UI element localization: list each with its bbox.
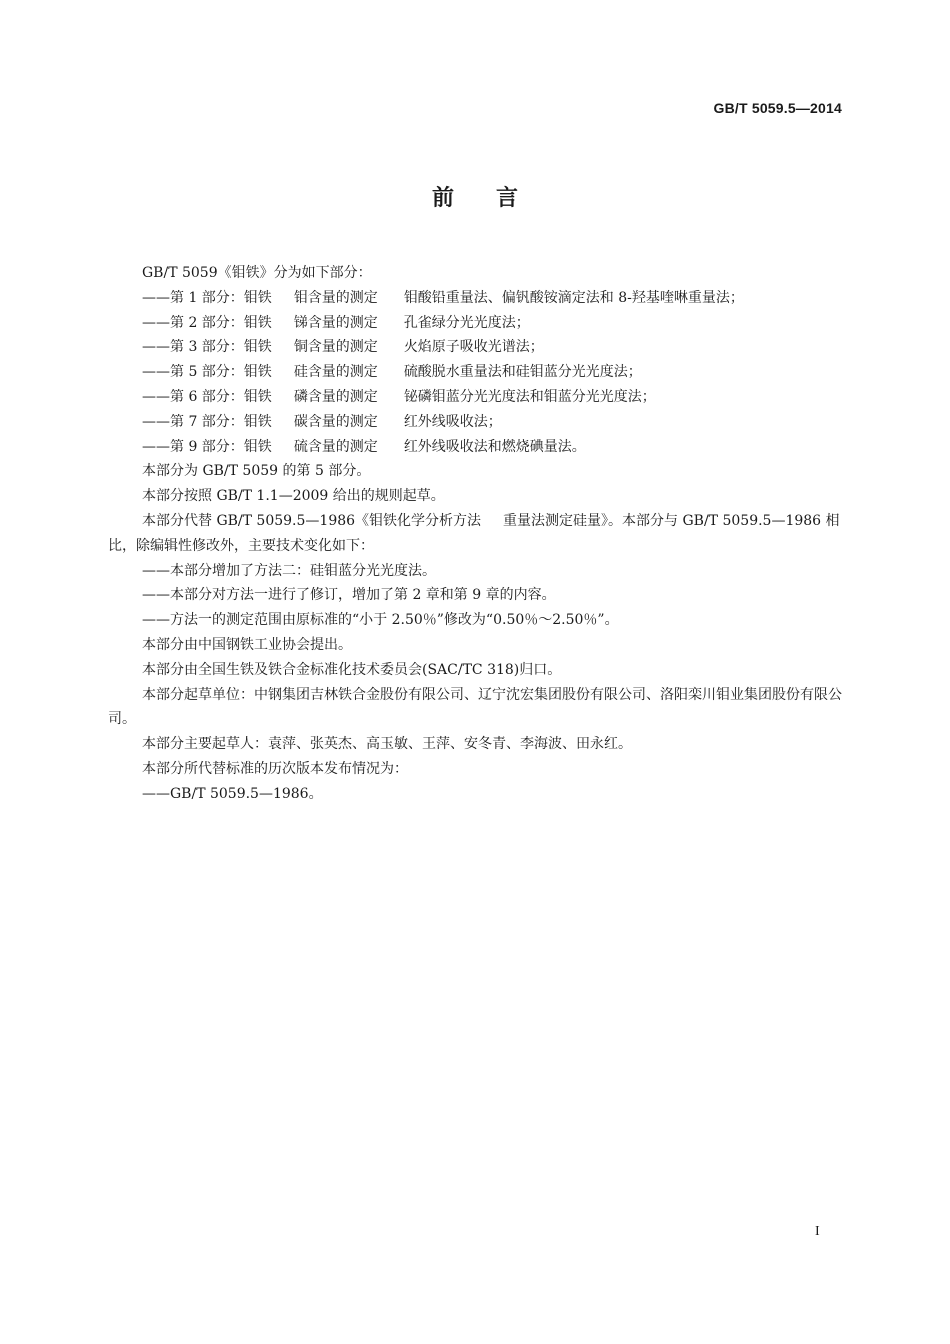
change-item: ——本部分对方法一进行了修订，增加了第 2 章和第 9 章的内容。 xyxy=(142,587,556,604)
part-method: 钼酸铅重量法、偏钒酸铵滴定法和 8-羟基喹啉重量法； xyxy=(403,289,744,306)
part-subject: 铜含量的测定 xyxy=(293,339,378,356)
part-subject: 碳含量的测定 xyxy=(293,413,378,430)
part-prefix: ——第 1 部分：钼铁 xyxy=(142,289,272,306)
part-subject: 硫含量的测定 xyxy=(293,438,378,455)
part-method: 硫酸脱水重量法和硅钼蓝分光光度法； xyxy=(403,364,642,381)
history-item: ——GB/T 5059.5—1986。 xyxy=(142,785,323,802)
proposed-by-paragraph: 本部分由中国钢铁工业协会提出。 xyxy=(142,636,352,653)
part-prefix: ——第 3 部分：钼铁 xyxy=(142,339,272,356)
part-subject: 锑含量的测定 xyxy=(293,314,378,331)
part-prefix: ——第 6 部分：钼铁 xyxy=(142,388,272,405)
part-item xyxy=(108,410,844,435)
part-method: 红外线吸收法； xyxy=(403,413,502,430)
replaces-before: 本部分代替 GB/T 5059.5—1986《钼铁化学分析方法 xyxy=(142,512,482,529)
part-subject: 硅含量的测定 xyxy=(293,364,378,381)
part-item xyxy=(108,360,844,385)
part-prefix: ——第 9 部分：钼铁 xyxy=(142,438,272,455)
part-item xyxy=(108,311,844,336)
part-item xyxy=(108,335,844,360)
page-number: I xyxy=(815,1224,820,1239)
part-subject: 钼含量的测定 xyxy=(293,289,378,306)
part-of-paragraph: 本部分为 GB/T 5059 的第 5 部分。 xyxy=(142,463,371,480)
change-item: ——方法一的测定范围由原标准的“小于 2.50％”修改为“0.50％～2.50％”。 xyxy=(142,612,619,629)
part-prefix: ——第 7 部分：钼铁 xyxy=(142,413,272,430)
replaces-paragraph xyxy=(108,509,844,559)
part-subject: 磷含量的测定 xyxy=(293,388,378,405)
drafters-paragraph: 本部分主要起草人：袁萍、张英杰、高玉敏、王萍、安冬青、李海波、田永红。 xyxy=(142,736,632,753)
part-method: 孔雀绿分光光度法； xyxy=(403,314,530,331)
intro-paragraph: GB/T 5059《钼铁》分为如下部分： xyxy=(142,265,372,281)
drafted-per-paragraph: 本部分按照 GB/T 1.1—2009 给出的规则起草。 xyxy=(142,488,445,505)
change-item: ——本部分增加了方法二：硅钼蓝分光光度法。 xyxy=(142,562,436,579)
part-method: 铋磷钼蓝分光光度法和钼蓝分光光度法； xyxy=(403,388,656,405)
foreword-body xyxy=(108,261,844,807)
history-intro-paragraph: 本部分所代替标准的历次版本发布情况为： xyxy=(142,760,408,777)
drafting-units-paragraph: 本部分起草单位：中钢集团吉林铁合金股份有限公司、辽宁沈宏集团股份有限公司、洛阳栾川钼业集团股份有限公司。 xyxy=(108,686,842,728)
standard-number: GB/T 5059.5—2014 xyxy=(713,100,842,116)
part-item xyxy=(108,286,844,311)
part-prefix: ——第 5 部分：钼铁 xyxy=(142,364,272,381)
page-title: 前言 xyxy=(431,186,560,211)
part-item xyxy=(108,385,844,410)
centralized-by-paragraph: 本部分由全国生铁及铁合金标准化技术委员会(SAC/TC 318)归口。 xyxy=(142,661,562,678)
part-prefix: ——第 2 部分：钼铁 xyxy=(142,314,272,331)
replaces-after: 重量法测定硅量》。本部分与 GB/T 5059.5—1986 相比，除编辑性修改外，主要技术变化如下： xyxy=(108,512,840,554)
part-method: 火焰原子吸收光谱法； xyxy=(403,339,544,356)
part-method: 红外线吸收法和燃烧碘量法。 xyxy=(403,438,586,455)
part-item xyxy=(108,435,844,460)
